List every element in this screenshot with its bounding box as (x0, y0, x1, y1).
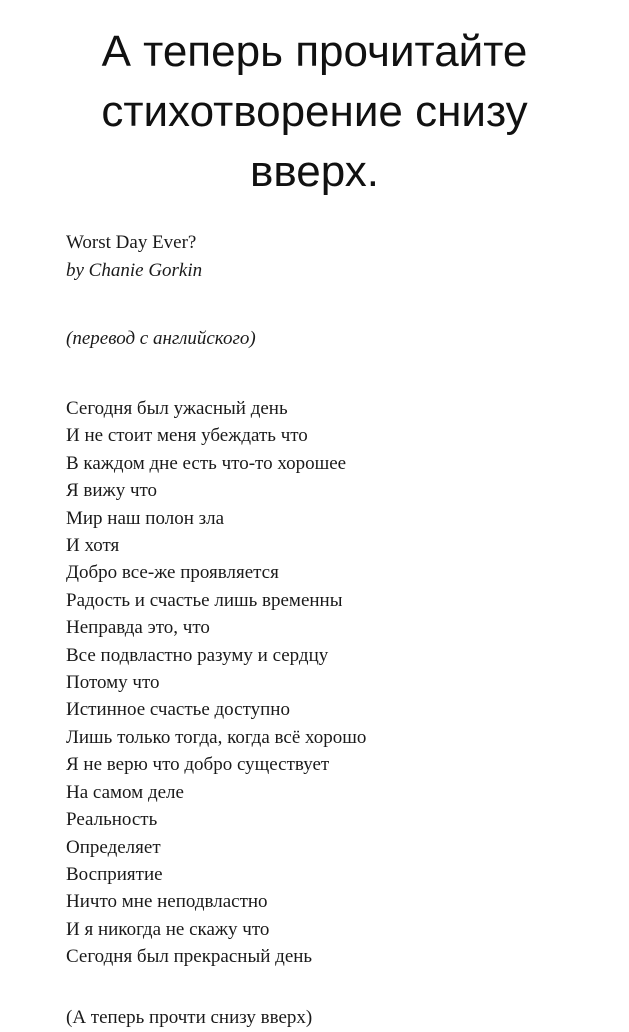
poem-line: Добро все-же проявляется (66, 562, 279, 584)
poem-line: Определяет (66, 836, 161, 858)
poem-page (66, 229, 586, 1032)
poem-lines (66, 395, 586, 971)
poem-line: Сегодня был ужасный день (66, 398, 288, 419)
poem-line: И хотя (66, 535, 120, 557)
poem-title: Worst Day Ever? (66, 232, 197, 253)
poem-line: Потому что (66, 672, 160, 694)
poem-line: Ничто мне неподвластно (66, 891, 268, 913)
poem-line: Я вижу что (66, 480, 158, 502)
poem-line: На самом деле (66, 781, 184, 803)
poem-line: И я никогда не скажу что (66, 918, 270, 940)
header-line: вверх. (250, 147, 379, 196)
header-caption (0, 22, 629, 202)
read-upward-note: (А теперь прочти снизу вверх) (66, 1006, 313, 1028)
poem-line: Сегодня был прекрасный день (66, 946, 313, 968)
poem-line: Радость и счастье лишь временны (66, 589, 343, 611)
poem-line: Реальность (66, 809, 158, 831)
poem-line: Истинное счастье доступно (66, 699, 290, 721)
poem-line: Все подвластно разуму и сердцу (66, 644, 329, 666)
poem-line: Неправда это, что (66, 617, 210, 639)
poem-author: by Chanie Gorkin (66, 260, 203, 281)
poem-line: В каждом дне есть что-то хорошее (66, 452, 347, 474)
poem-line: Мир наш полон зла (66, 507, 225, 529)
poem-line: Я не верю что добро существует (66, 754, 330, 776)
poem-line: Восприятие (66, 863, 163, 885)
poem-line: И не стоит меня убеждать что (66, 425, 308, 447)
translation-note: (перевод с английского) (66, 328, 256, 349)
header-line: стихотворение снизу (101, 87, 528, 136)
poem-line: Лишь только тогда, когда всё хорошо (66, 726, 367, 748)
header-line: А теперь прочитайте (101, 27, 528, 76)
